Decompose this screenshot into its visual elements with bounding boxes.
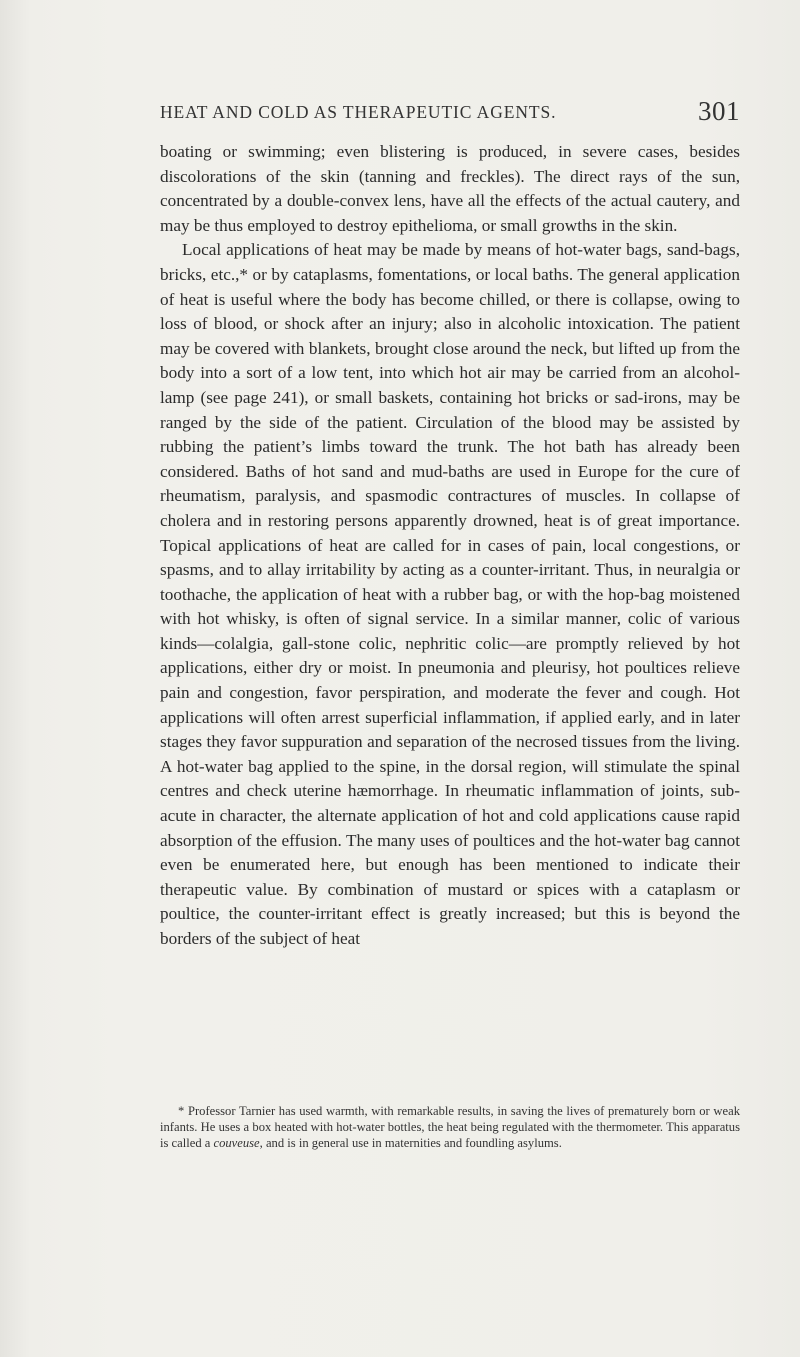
running-title: HEAT AND COLD AS THERAPEUTIC AGENTS. — [160, 102, 557, 122]
page-number: 301 — [698, 96, 740, 126]
body-text — [160, 140, 740, 952]
page-header — [160, 96, 740, 130]
footnote-text-start: * Professor Tarnier has used warmth, with remarkable results, in saving the lives of prematurely born or weak infants. He uses a box heated with hot-water bottles, the heat being regulated with the thermometer. This apparatus is called a — [160, 1104, 740, 1150]
paragraph-local-applications-of-heat: Local applications of heat may be made by means of hot-water bags, sand-bags, bricks, etc.,* or by cataplasms, fomentations, or local baths. The general application of heat is useful where the body has become chilled, or there is collapse, owing to loss of blood, or shock after an injury; also in alcoholic intoxication. The patient may be covered with blankets, brought close around the neck, but lifted up from the body into a sort of a low tent, into which hot air may be carried from an alcohol-lamp (see page 241), or small baskets, containing hot bricks or sad-irons, may be ranged by the side of the patient. Circulation of the blood may be assisted by rubbing the patient’s limbs toward the trunk. The hot bath has already been considered. Baths of hot sand and mud-baths are used in Europe for the cure of rheumatism, paralysis, and spasmodic contractures of muscles. In collapse of cholera and in restoring persons apparently drowned, heat is of great importance. Topical applications of heat are called for in cases of pain, local congestions, or spasms, and to allay irritability by acting as a counter-irritant. Thus, in neuralgia or toothache, the application of heat with a rubber bag, or with the hop-bag moistened with hot whisky, is often of signal service. In a similar manner, colic of various kinds—colalgia, gall-stone colic, nephritic colic—are promptly relieved by hot applications, either dry or moist. In pneumonia and pleurisy, hot poultices relieve pain and congestion, favor perspiration, and moderate the fever and cough. Hot applications will often arrest superficial inflammation, if applied early, and in later stages they favor suppuration and separation of the necrosed tissues from the living. A hot-water bag applied to the spine, in the dorsal region, will stimulate the spinal centres and check uterine hæmorrhage. In rheumatic inflammation of joints, sub-acute in character, the alternate application of hot and cold applications cause rapid absorption of the effusion. The many uses of poultices and the hot-water bag cannot even be enumerated here, but enough has been mentioned to indicate their therapeutic value. By combination of mustard or spices with a cataplasm or poultice, the counter-irritant effect is greatly increased; but this is beyond the borders of the subject of heat — [160, 240, 740, 948]
footnote — [160, 1104, 740, 1152]
footnote-text-end: , and is in general use in maternities and foundling asylums. — [259, 1135, 562, 1150]
paragraph-sun-rays: boating or swimming; even blistering is produced, in severe cases, besides discolorations of the skin (tanning and freckles). The direct rays of the sun, concentrated by a double-convex lens, have all the effects of the actual cautery, and may be thus employed to destroy epithelioma, or small growths in the skin. — [160, 142, 740, 235]
footnote-italic-term: couveuse — [213, 1135, 260, 1150]
